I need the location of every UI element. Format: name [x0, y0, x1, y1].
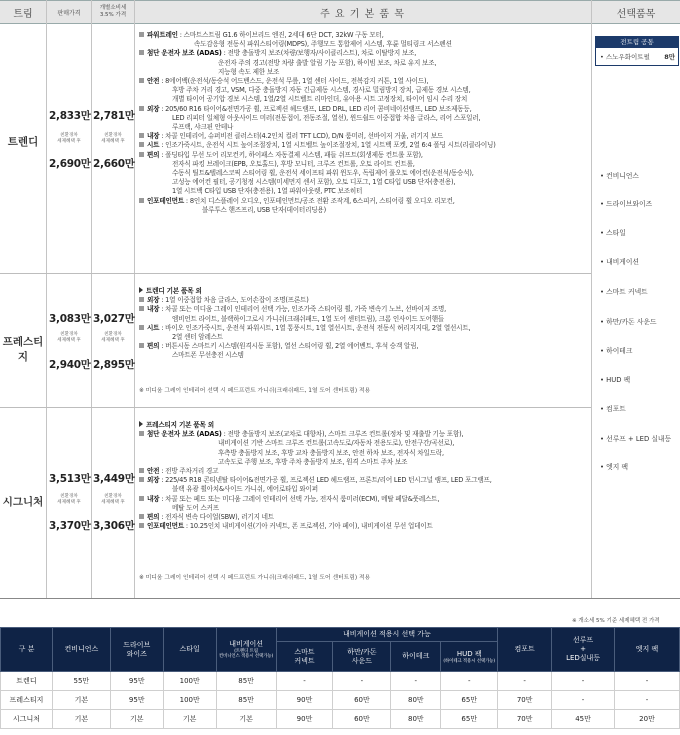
price-cell: 60만	[333, 691, 391, 710]
col-style: 스타일	[163, 628, 216, 672]
feature-text: 블루투스 핸즈프리, USB 단자(데이터리딩용)	[202, 205, 326, 214]
price-cell: 100만	[163, 691, 216, 710]
feature-line	[172, 504, 219, 513]
feature-line	[218, 458, 407, 467]
feature-text: 내비게이션 기반 스마트 크루즈 컨트롤(고속도로/자동차 전용도로), 안전구간/곡선로),	[218, 439, 455, 448]
price-cell: -	[391, 672, 441, 691]
feature-text: : 전자식 변속 다이얼(SBW), 러기지 네트	[159, 513, 274, 521]
feature-category: 시트	[147, 141, 160, 150]
feature-line	[218, 449, 444, 458]
prestige-eco-price: 2,940만	[49, 359, 91, 371]
feature-text: 루프랙, 샤크핀 안테나	[172, 123, 234, 131]
divider	[91, 0, 92, 598]
option-item[interactable]: • 드라이브와이즈	[600, 200, 653, 208]
feature-text: : 폴딩타입 무선 도어 리모컨키, 하이패스 자동결제 시스템, 패들 쉬프트(회생제동 컨트롤 포함),	[159, 150, 423, 159]
common-option-title: 전트림 공통	[596, 37, 678, 48]
bullet-square-icon	[139, 198, 144, 203]
bullet-square-icon	[139, 496, 144, 501]
bullet-square-icon	[139, 523, 144, 528]
option-item[interactable]: • 선루프 + LED 실내등	[600, 435, 672, 443]
option-item[interactable]: • 스타일	[600, 229, 626, 237]
col-sunroof: 선루프 + LED실내등	[552, 628, 615, 672]
row-divider	[0, 273, 591, 274]
signature-price-ind: 3,449만	[93, 473, 135, 485]
note-line: 친환경차	[104, 332, 122, 337]
feature-line	[194, 40, 452, 49]
price-cell: 85만	[216, 672, 276, 691]
prestige-price: 3,083만	[49, 313, 91, 325]
feature-text: : 205/60 R16 타이어&전면가공 휠, 프로젝션 헤드램프, LED DRL, LED 리어 콤비네이션램프, LED 보조제동등,	[159, 104, 472, 113]
price-cell: 기본	[110, 710, 163, 729]
feature-line	[172, 95, 467, 104]
price-cell: 65만	[441, 710, 498, 729]
feature-line	[218, 439, 454, 448]
feature-line	[139, 151, 423, 160]
divider	[46, 0, 47, 598]
feature-text: 스마트폰 무선충전 시스템	[172, 351, 244, 360]
trim-name-signature: 시그니처	[2, 496, 44, 508]
feature-text: : 전방 충돌방지 보조(교차로 대향차), 스마트 크루즈 컨트롤(정차 및 재출발 기능 포함),	[221, 430, 464, 439]
feature-category: 외장	[147, 476, 160, 485]
table-row	[1, 710, 680, 729]
trendy-eco-price-ind: 2,660만	[93, 158, 135, 170]
feature-category: 내장	[147, 305, 160, 314]
feature-text: 운전자 주의 경고(전방 차량 출발 알림 기능 포함), 하이빔 보조, 차로 유지 보조,	[218, 58, 437, 67]
table-row	[1, 691, 680, 710]
feature-line	[172, 178, 455, 187]
feature-line	[139, 287, 202, 296]
price-cell: -	[615, 691, 680, 710]
bullet-square-icon	[139, 343, 144, 348]
feature-line	[139, 305, 446, 314]
bullet-square-icon	[139, 106, 144, 111]
table-header	[0, 0, 680, 24]
feature-line	[139, 132, 443, 141]
note-line: 세제혜택 후	[101, 500, 125, 505]
feature-text: 전자식 파킹 브레이크(EPB, 오토홀드), 후방 모니터, 크루즈 컨트롤, 오토 라이트 컨트롤,	[172, 159, 415, 168]
trendy-price-ind: 2,781만	[93, 110, 135, 122]
feature-line	[139, 421, 214, 430]
note-line: 세제혜택 후	[57, 139, 81, 144]
feature-line	[172, 160, 415, 169]
bullet-square-icon	[139, 50, 144, 55]
price-cell: 기본	[52, 710, 110, 729]
feature-text: 엠비언트 라이트, 블랙하이그로시 가니쉬(크래쉬패드, 1열 도어 센터트림), 크롬 인사이드 도어핸들	[172, 314, 445, 323]
price-cell: 기본	[52, 691, 110, 710]
signature-price: 3,513만	[49, 473, 91, 485]
feature-line	[139, 77, 428, 86]
feature-line	[139, 141, 496, 150]
col-navigation-label: 내비게이션	[229, 640, 263, 648]
option-item[interactable]: • HUD 팩	[600, 376, 631, 384]
header-price-ind-line1: 개별소비세	[99, 5, 127, 11]
price-cell: 90만	[276, 710, 333, 729]
header-price-ind	[92, 1, 134, 23]
feature-text: : 8인치 디스플레이 오디오, 인포테인먼트/공조 전환 조작계, 6스피커, 스티어링 휠 오디오 리모컨,	[184, 196, 455, 205]
feature-line	[139, 467, 218, 476]
feature-category: 편의	[147, 150, 160, 159]
price-cell: 기본	[216, 710, 276, 729]
row-divider	[0, 598, 680, 599]
row-trim-name: 프레스티지	[1, 691, 53, 710]
signature-eco-price: 3,370만	[49, 520, 91, 532]
price-cell: 90만	[276, 691, 333, 710]
col-comfort: 컴포트	[498, 628, 552, 672]
feature-text: : 인조가죽시트, 운전석 시트 높이조절장치, 1열 시트벨트 높이조절장치, 1열 시트백 포켓, 2열 6:4 폴딩 시트(리클라이닝)	[159, 141, 496, 150]
prestige-note	[48, 332, 90, 344]
price-cell: 80만	[391, 710, 441, 729]
feature-line	[218, 59, 436, 68]
divider	[134, 0, 135, 598]
feature-text: 속도감응형 전동식 파워스티어링(MDPS), 주행모드 통합제어 시스템, 후륜 멀티링크 서스펜션	[194, 40, 452, 49]
feature-text: : 1열 이중접합 차음 글라스, 도어손잡이 조명(프론트)	[159, 296, 309, 305]
feature-line	[139, 430, 463, 439]
price-cell: -	[333, 672, 391, 691]
col-hitech: 하이테크	[391, 642, 441, 672]
feature-category: 편의	[147, 342, 160, 351]
feature-category: 내장	[147, 132, 160, 141]
feature-text: : 225/45 R18 콘티넨탈 타이어&전면가공 휠, 프로젝션 LED 헤드램프, 프론트/리어 LED 턴시그널 램프, LED 포그램프,	[159, 476, 492, 485]
feature-line	[139, 49, 416, 58]
option-price-table	[0, 627, 680, 729]
header-main-items: 주 요 기 본 품 목	[320, 8, 405, 20]
prestige-price-ind: 3,027만	[93, 313, 135, 325]
feature-line	[139, 324, 470, 333]
col-navigation-note: (트렌디 트림 컨비니언스 적용시 선택가능)	[218, 649, 274, 659]
col-gubun: 구 분	[1, 628, 53, 672]
feature-line	[139, 296, 309, 305]
option-item[interactable]: • 하만/카돈 사운드	[600, 318, 657, 326]
feature-line	[202, 206, 326, 215]
table-row	[1, 672, 680, 691]
feature-text: 1열 시트백 C타입 USB 단자(충전용), 1열 파워아웃렛, PTC 보조히터	[172, 187, 363, 196]
feature-text: 개별 타이어 공기압 경보 시스템, 1열/2열 시트벨트 리마인더, 유아용 시트 고정장치, 타이어 임시 수리 장치	[172, 95, 468, 104]
feature-text: : 버튼시동 스마트키 시스템(원격시동 포함), 열선 스티어링 휠, 2열 에어벤트, 후석 승객 알림,	[159, 342, 419, 351]
feature-text: : 전방 주차거리 경고	[159, 467, 219, 475]
feature-line	[139, 522, 433, 531]
feature-line	[139, 342, 418, 351]
trendy-note-ind	[92, 133, 134, 145]
header-price-sale: 판매가격	[57, 9, 81, 17]
trendy-price: 2,833만	[49, 110, 91, 122]
bullet-square-icon	[139, 152, 144, 157]
feature-category: 프레스티지 기본 품목 외	[146, 421, 214, 429]
price-cell: 기본	[163, 710, 216, 729]
price-cell: -	[441, 672, 498, 691]
feature-line	[139, 495, 439, 504]
feature-text: : 차콜 또는 페드 또는 미디움 그레이 인테리어 선택 가능, 전자식 룸미러(ECM), 메탈 페달&풋레스트,	[159, 494, 440, 503]
col-convenience: 컨비니언스	[52, 628, 110, 672]
price-cell: 65만	[441, 691, 498, 710]
option-item[interactable]: • 컨비니언스	[600, 172, 639, 180]
feature-category: 시트	[147, 323, 160, 332]
feature-line	[218, 68, 279, 77]
feature-line	[172, 187, 362, 196]
feature-line	[139, 513, 274, 522]
col-hud	[441, 642, 498, 672]
col-smart-connect: 스마트 커넥트	[276, 642, 333, 672]
header-price-ind-line2: 3.5% 가격	[99, 12, 127, 18]
option-item[interactable]: • 컴포트	[600, 405, 626, 413]
signature-footnote: ※ 미디움 그레이 인테리어 선택 시 페드프런트 가니쉬(크래쉬패드, 1열 도어 센터트림) 적용	[139, 575, 371, 581]
bullet-square-icon	[139, 477, 144, 482]
note-line: 친환경차	[60, 133, 78, 138]
feature-line	[172, 114, 480, 123]
feature-text: 지능형 속도 제한 보조	[218, 67, 280, 76]
option-item[interactable]: • 하이테크	[600, 347, 633, 355]
bullet-square-icon	[139, 133, 144, 138]
feature-line	[172, 169, 474, 178]
price-cell: -	[615, 672, 680, 691]
feature-category: 안전	[147, 467, 160, 475]
signature-note	[48, 494, 90, 506]
feature-text: 메탈 도어 스커프	[172, 503, 219, 512]
common-option-price: 8만	[664, 53, 675, 61]
feature-line	[172, 333, 223, 342]
trendy-eco-price: 2,690만	[49, 158, 91, 170]
feature-category: 편의	[147, 513, 160, 521]
option-price-rows	[1, 672, 680, 729]
bullet-square-icon	[139, 431, 144, 436]
note-line: 친환경차	[104, 494, 122, 499]
signature-note-ind	[92, 494, 134, 506]
bullet-square-icon	[139, 297, 144, 302]
feature-text: : 스마트스트림 G1.6 하이브리드 엔진, 2세대 6단 DCT, 32kW 구동 모터,	[177, 31, 384, 39]
feature-category: 내장	[147, 494, 160, 503]
feature-text: 후방 주차 거리 경고, VSM, 다중 충돌방지 자동 긴급제동 시스템, 경사로 밀림방지 장치, 급제동 경보 시스템,	[172, 86, 471, 95]
bullet-square-icon	[139, 325, 144, 330]
header-trim: 트림	[13, 8, 33, 20]
price-cell: 55만	[52, 672, 110, 691]
feature-line	[172, 315, 444, 324]
bullet-square-icon	[139, 306, 144, 311]
option-item[interactable]: • 엣지 팩	[600, 463, 629, 471]
prestige-eco-price-ind: 2,895만	[93, 359, 135, 371]
price-cell: 70만	[498, 691, 552, 710]
feature-line	[172, 123, 233, 132]
feature-text: 고성능 에어컨 필터, 공기청정 시스템(미세먼지 센서 포함), 오토 디포그, 1열 C타입 USB 단자(충전용),	[172, 178, 456, 187]
feature-text: 블랙 유광 휠아치&사이드 가니쉬, 에어로타입 와이퍼	[172, 485, 318, 494]
col-hud-note: (하이테크 적용시 선택가능)	[443, 658, 496, 664]
trim-name-trendy: 트렌디	[7, 136, 39, 148]
prestige-note-ind	[92, 332, 134, 344]
bullet-square-icon	[139, 514, 144, 519]
bullet-square-icon	[139, 468, 144, 473]
feature-category: 인포테인먼트	[147, 196, 185, 205]
feature-text: : 10.25인치 내비게이션(기아 커넥트, 폰 프로젝션, 기아 페이), 내비게이션 무선 업데이트	[184, 522, 433, 531]
row-divider	[0, 407, 591, 408]
note-line: 친환경차	[60, 494, 78, 499]
bullet-triangle-icon	[139, 287, 143, 293]
feature-line	[172, 86, 471, 95]
price-cell: 80만	[391, 691, 441, 710]
feature-category: 첨단 운전자 보조 (ADAS)	[147, 430, 222, 439]
feature-text: : 바이오 인조가죽시트, 운전석 파워시트, 1열 통풍시트, 1열 열선시트, 운전석 전동식 허리지지대, 2열 열선시트,	[159, 323, 471, 332]
price-cell: -	[552, 691, 615, 710]
price-cell: -	[498, 672, 552, 691]
option-item[interactable]: • 내비게이션	[600, 258, 639, 266]
tax-note: ※ 개소세 5% 기준 세제혜택 전 가격	[572, 618, 660, 624]
price-cell: -	[552, 672, 615, 691]
note-line: 친환경차	[104, 133, 122, 138]
col-navigation	[216, 628, 276, 672]
price-cell: 70만	[498, 710, 552, 729]
feature-text: : 8에어백(운전석/동승석 어드밴스드, 운전석 무릎, 1열 센터 사이드, 전복감지 커튼, 1열 사이드),	[159, 77, 429, 85]
col-hud-label: HUD 팩	[456, 649, 482, 658]
trim-name-prestige: 프레스티지	[2, 336, 44, 363]
feature-line	[139, 31, 384, 40]
price-cell: 20만	[615, 710, 680, 729]
bullet-square-icon	[139, 142, 144, 147]
feature-line	[139, 105, 471, 114]
feature-text: 2열 센터 암레스트	[172, 333, 223, 341]
note-line: 세제혜택 후	[57, 500, 81, 505]
price-cell: 60만	[333, 710, 391, 729]
feature-line	[172, 351, 244, 360]
col-edge: 엣지 팩	[615, 628, 680, 672]
feature-line	[172, 485, 318, 494]
feature-text: 후측방 충돌방지 보조, 후방 교차 충돌방지 보조, 안전 하차 보조, 전자식 차일드락,	[218, 448, 444, 457]
feature-text: : 차콜 또는 미디움 그레이 인테리어 선택 가능, 인조가죽 스티어링 휠, 가죽 변속기 노브, 선바이저 조명,	[159, 305, 447, 314]
common-option-box	[595, 36, 679, 66]
feature-category: 트렌디 기본 품목 외	[146, 287, 202, 295]
trendy-note	[48, 133, 90, 145]
feature-text: 수동식 틸트&텔레스코픽 스티어링 휠, 운전석 세이프티 파워 윈도우, 독립제어 풀오토 에어컨(운전석/동승석),	[172, 169, 474, 177]
header-options: 선택품목	[616, 8, 656, 20]
common-option-row[interactable]	[596, 48, 678, 66]
feature-line	[139, 197, 455, 206]
col-group-navi: 내비게이션 적용시 선택 가능	[276, 628, 498, 642]
price-cell: -	[276, 672, 333, 691]
price-cell: 95만	[110, 672, 163, 691]
feature-text: : 전방 충돌방지 보조(차량/보행자/사이클리스트), 차로 이탈방지 보조,	[221, 49, 417, 58]
note-line: 세제혜택 후	[101, 139, 125, 144]
price-cell: 95만	[110, 691, 163, 710]
feature-category: 안전	[147, 77, 160, 85]
note-line: 세제혜택 후	[101, 338, 125, 343]
feature-text: 고속도로 주행 보조, 후방 주차 충돌방지 보조, 원격 스마트 주차 보조	[218, 457, 408, 466]
price-cell: 45만	[552, 710, 615, 729]
col-harman: 하만/카돈 사운드	[333, 642, 391, 672]
feature-category: 파워트레인	[147, 31, 178, 39]
col-drivewise: 드라이브 와이즈	[110, 628, 163, 672]
row-trim-name: 시그니처	[1, 710, 53, 729]
feature-text: LED 리피터 일체형 아웃사이드 미러(전동접이, 전동조절, 열선), 윈드쉴드 이중접합 차음 글라스, 리어 스포일러,	[172, 113, 481, 122]
row-trim-name: 트렌디	[1, 672, 53, 691]
bullet-triangle-icon	[139, 421, 143, 427]
option-item[interactable]: • 스마트 커넥트	[600, 288, 648, 296]
feature-line	[139, 476, 492, 485]
feature-category: 인포테인먼트	[147, 522, 185, 531]
signature-eco-price-ind: 3,306만	[93, 520, 135, 532]
price-cell: 100만	[163, 672, 216, 691]
bullet-square-icon	[139, 78, 144, 83]
feature-category: 외장	[147, 104, 160, 113]
bullet-square-icon	[139, 32, 144, 37]
note-line: 친환경차	[60, 332, 78, 337]
note-line: 세제혜택 후	[57, 338, 81, 343]
prestige-footnote: ※ 미디움 그레이 인테리어 선택 시 페드프런트 가니쉬(크래쉬패드, 1열 도어 센터트림) 적용	[139, 388, 371, 394]
feature-text: : 차콜 인테리어, 슈퍼비전 클러스터(4.2인치 컬러 TFT LCD), D/N 룸미러, 선바이저 거울, 러기지 보드	[159, 132, 444, 141]
feature-category: 첨단 운전자 보조 (ADAS)	[147, 49, 222, 58]
feature-category: 외장	[147, 296, 160, 305]
divider	[591, 0, 592, 598]
common-option-item: • 스노우화이트펄	[600, 53, 650, 61]
price-cell: 85만	[216, 691, 276, 710]
